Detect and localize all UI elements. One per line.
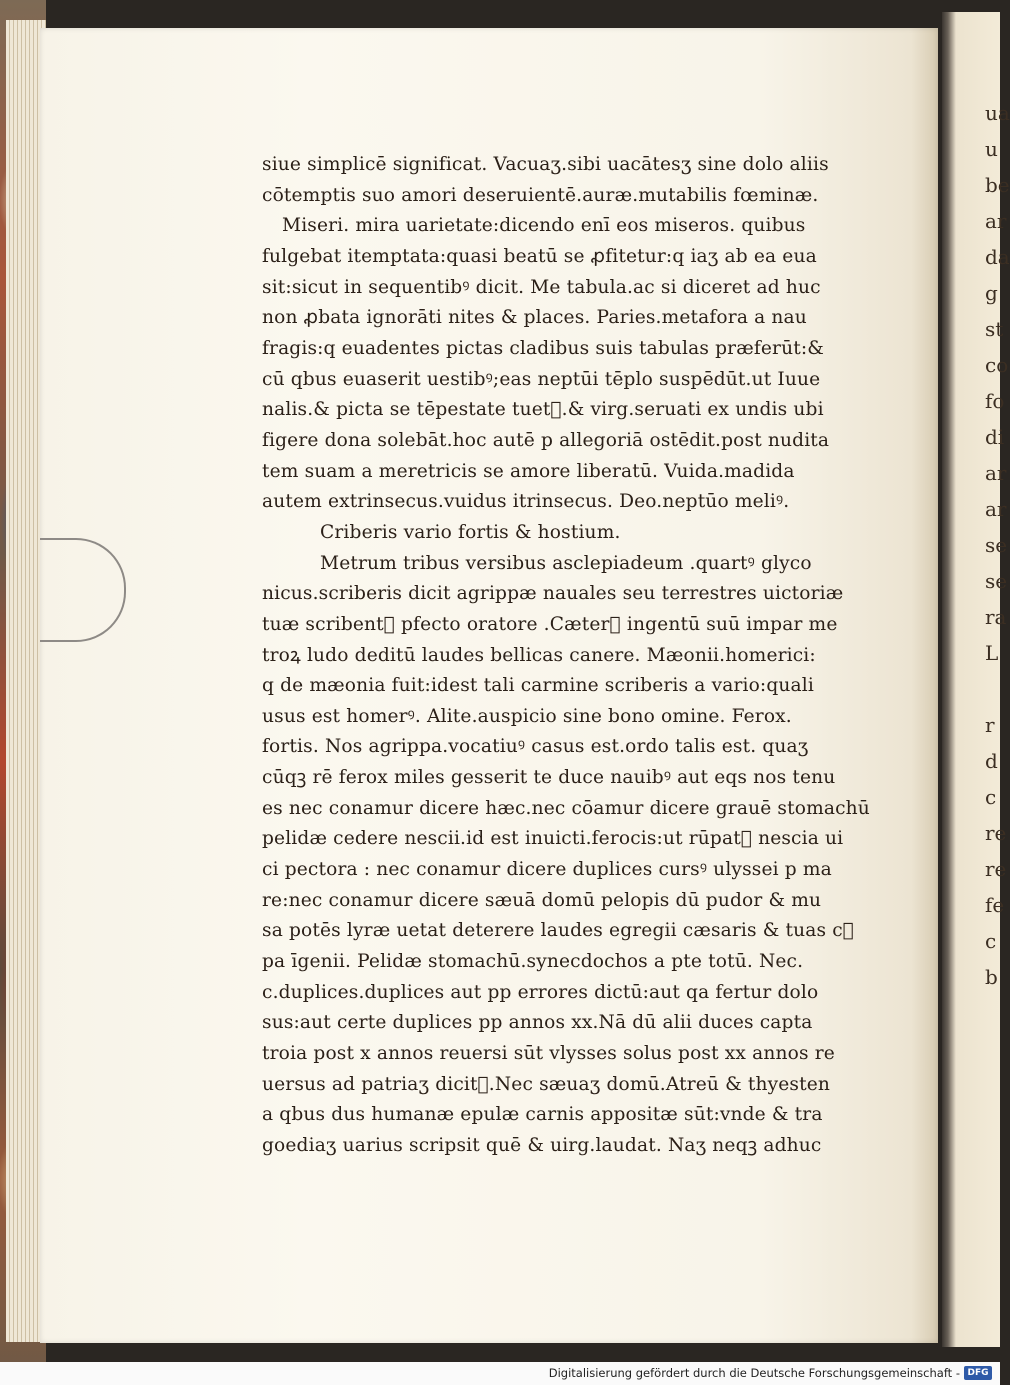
text-line: pa īgenii. Pelidæ stomachū.synecdochos a pte totū. Nec. — [262, 951, 804, 973]
text-line: cū qbus euaserit uestibꝰ;eas neptūi tēplo suspēdūt.ut Iuue — [262, 368, 821, 390]
text-line: c.duplices.duplices aut pp errores dictū:aut qa fertur dolo — [262, 981, 819, 1003]
text-line: fortis. Nos agrippa.vocatiuꝰ casus est.ordo talis est. quaʒ — [262, 736, 809, 758]
text-line: Metrum tribus versibus asclepiadeum .quartꝰ glyco — [320, 552, 812, 574]
text-line: ci pectora : nec conamur dicere duplices cursꝰ ulyssei p ma — [262, 859, 832, 881]
text-line: nicus.scriberis dicit agrippæ nauales seu terrestres uictoriæ — [262, 583, 844, 605]
text-line: autem extrinsecus.vuidus itrinsecus. Deo.neptūo meliꝰ. — [262, 491, 790, 513]
text-line: cōtemptis suo amori deseruientē.auræ.mutabilis fœminæ. — [262, 184, 819, 206]
text-line: siue simplicē significat. Vacuaʒ.sibi uacātesʒ sine dolo aliis — [262, 154, 829, 175]
commentary-text-block — [262, 150, 870, 1162]
text-line: sa potēs lyræ uetat deterere laudes egregii cæsaris & tuas cᷣ — [262, 920, 854, 942]
digitization-footer — [0, 1362, 1000, 1385]
text-line: nalis.& picta se tēpestate tuetᷣ.& virg.seruati ex undis ubi — [262, 399, 824, 421]
text-line: non ꝓbata ignorāti nites & places. Paries.metafora a nau — [262, 307, 807, 329]
text-line: cūqꝫ rē ferox miles gesserit te duce nauibꝰ aut eqs nos tenu — [262, 767, 836, 789]
text-line: Criberis vario fortis & hostium. — [320, 521, 621, 543]
text-line: es nec conamur dicere hæc.nec cōamur dicere grauē stomachū — [262, 797, 870, 819]
text-line: re:nec conamur dicere sæuā domū pelopis dū pudor & mu — [262, 889, 822, 911]
text-line: a qbus dus humanæ epulæ carnis appositæ sūt:vnde & tra — [262, 1104, 823, 1126]
text-line: tem suam a meretricis se amore liberatū. Vuida.madida — [262, 460, 795, 482]
text-line: uersus ad patriaʒ dicitᷣ.Nec sæuaʒ domū.Atreū & thyesten — [262, 1073, 830, 1095]
text-line: pelidæ cedere nescii.id est inuicti.ferocis:ut rūpatᷣ nescia ui — [262, 828, 844, 850]
text-line: Miseri. mira uarietate:dicendo enī eos miseros. quibus — [282, 215, 806, 237]
next-page-text-fragment: ua u be ar da g st co fo di ar ar se se ra L r d c re re fe c b — [985, 101, 1010, 989]
text-line: fulgebat itemptata:quasi beatū se ꝓfitetur:q iaʒ ab ea eua — [262, 245, 817, 267]
text-line: troꝝ ludo deditū laudes bellicas canere. Mæonii.homerici: — [262, 644, 816, 666]
text-line: goediaʒ uarius scripsit quē & uirg.laudat. Naʒ neqꝫ adhuc — [262, 1135, 822, 1156]
footer-credit: Digitalisierung gefördert durch die Deutsche Forschungsgemeinschaft - — [548, 1366, 960, 1380]
text-line: q de mæonia fuit:idest tali carmine scriberis a vario:quali — [262, 675, 814, 697]
text-line: figere dona solebāt.hoc autē p allegoriā ostēdit.post nudita — [262, 429, 830, 451]
text-line: tuæ scribentᷣ pfecto oratore .Cæterꝝ ingentū suū impar me — [262, 613, 838, 635]
text-line: troia post x annos reuersi sūt vlysses solus post xx annos re — [262, 1043, 835, 1065]
paper-clip-mark — [40, 538, 126, 642]
text-line: fragis:q euadentes pictas cladibus suis tabulas præferūt:& — [262, 337, 824, 359]
text-line: sit:sicut in sequentibꝰ dicit. Me tabula.ac si diceret ad huc — [262, 276, 821, 298]
dfg-logo: DFG — [964, 1366, 992, 1380]
text-line: sus:aut certe duplices pp annos xx.Nā dū alii duces capta — [262, 1012, 813, 1034]
text-line: usus est homerꝰ. Alite.auspicio sine bono omine. Ferox. — [262, 705, 792, 727]
